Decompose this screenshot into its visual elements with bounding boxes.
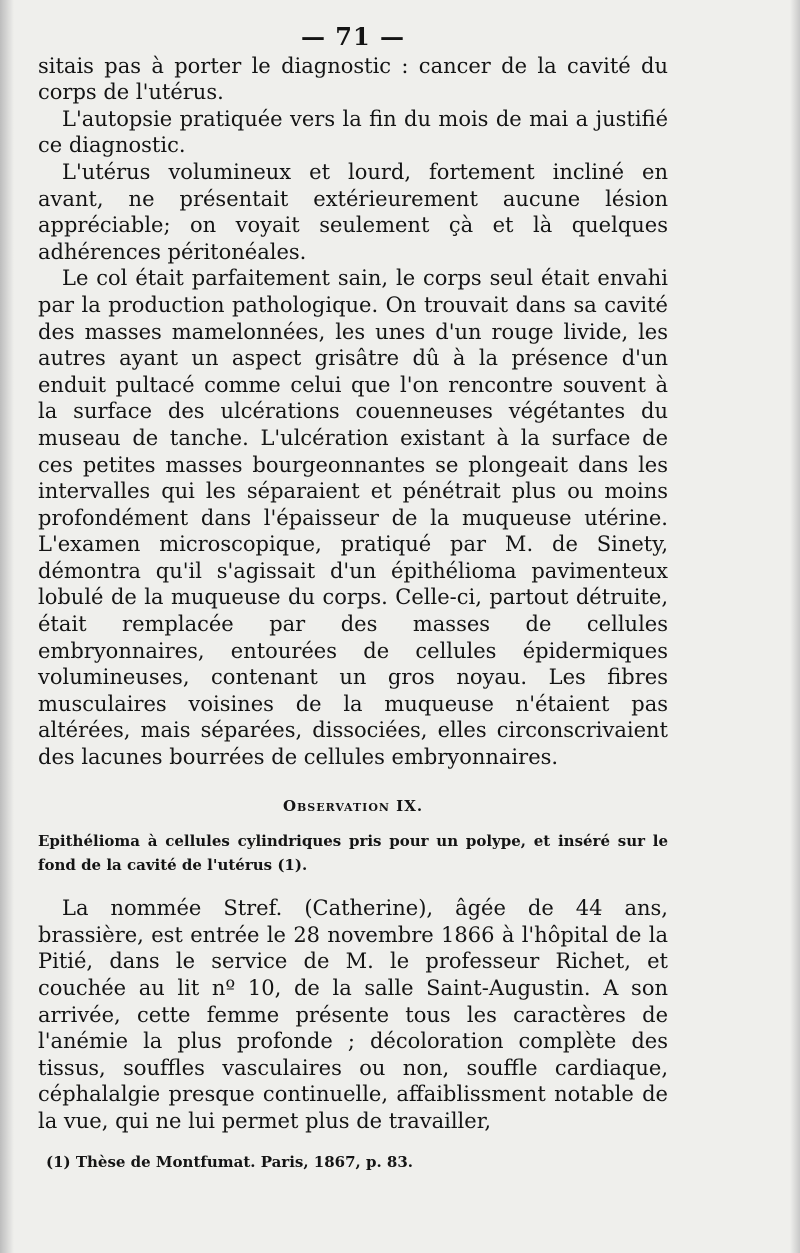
observation-subtitle: Epithélioma à cellules cylindriques pris pour un polype, et inséré sur le fond de la cavité de l'utérus (1). (38, 832, 668, 875)
footnote: (1) Thèse de Montfumat. Paris, 1867, p. 83. (46, 1152, 414, 1171)
page-edge-shadow-left (0, 0, 14, 1253)
paragraph-uterus-exterior: L'utérus volumineux et lourd, fortement incliné en avant, ne présentait extérieurement aucune lésion appréciable; on voyait seulement çà et là quelques adhérences péritonéales. (38, 159, 668, 264)
page-content (38, 24, 668, 1175)
page-edge-shadow-right (790, 0, 800, 1253)
page-number: — 71 — (300, 22, 406, 51)
paragraph-autopsy: L'autopsie pratiquée vers la fin du mois de mai a justifié ce diagnostic. (38, 106, 668, 158)
paragraph-pathology: Le col était parfaitement sain, le corps seul était envahi par la production pathologique. On trouvait dans sa cavité des masses mamelonnées, les unes d'un rouge livide, les autres ayant un aspect grisâtre dû à la présence d'un enduit pultacé comme celui que l'on rencontre souvent à la surface des ulcérations couenneuses végétantes du museau de tanche. L'ulcération existant à la surface de ces petites masses bourgeonnantes se plongeait dans les intervalles qui les séparaient et pénétrait plus ou moins profondément dans l'épaisseur de la muqueuse utérine. L'examen microscopique, pratiqué par M. de Sinety, démontra qu'il s'agissait d'un épithélioma pavimenteux lobulé de la muqueuse du corps. Celle-ci, partout détruite, était remplacée par des masses de cellules embryonnaires, entourées de cellules épidermiques volumineuses, contenant un gros noyau. Les fibres musculaires voisines de la muqueuse n'étaient pas altérées, mais séparées, dissociées, elles circonscrivaient des lacunes bourrées de cellules embryonnaires. (38, 266, 668, 770)
paragraph-patient-case: La nommée Stref. (Catherine), âgée de 44 ans, brassière, est entrée le 28 novembre 1866 à l'hôpital de la Pitié, dans le service de M. le professeur Richet, et couchée au lit nº 10, de la salle Saint-Augustin. A son arrivée, cette femme présente tous les caractères de l'anémie la plus profonde ; décoloration complète des tissus, souffles vasculaires ou non, souffle cardiaque, céphalalgie presque continuelle, affaiblissment notable de la vue, qui ne lui permet plus de travailler, (38, 896, 668, 1133)
observation-heading: Observation IX. (282, 796, 424, 815)
paragraph-diagnostic-end: sitais pas à porter le diagnostic : cancer de la cavité du corps de l'utérus. (38, 53, 668, 105)
